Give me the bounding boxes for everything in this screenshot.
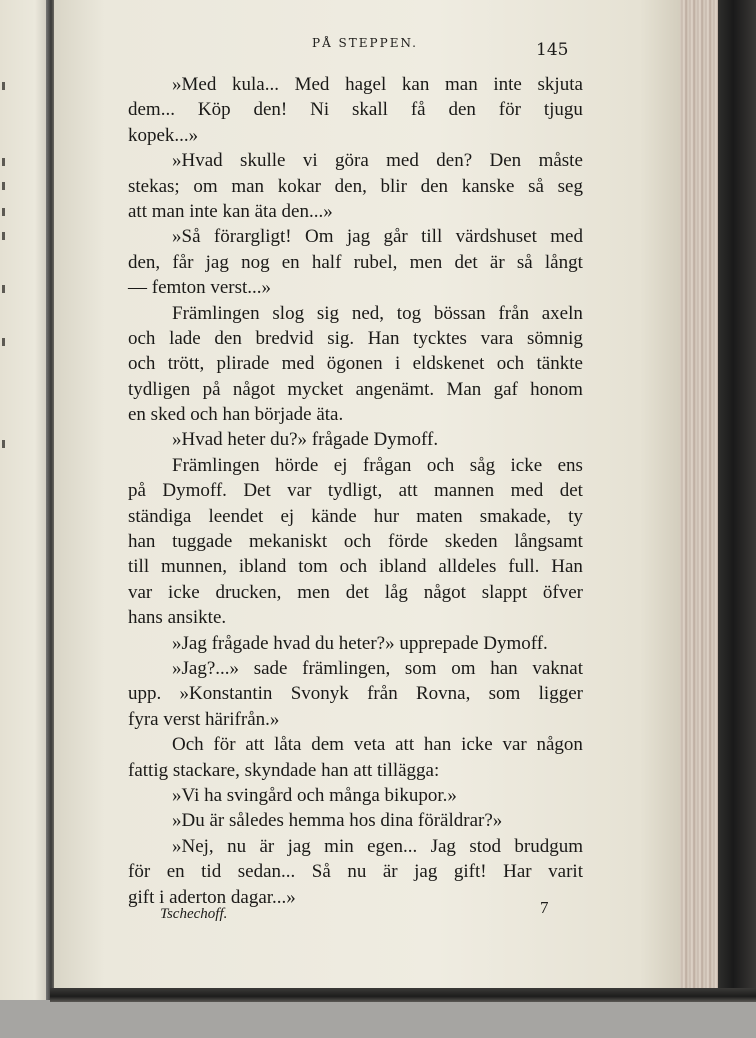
- text-line: »Nej, nu är jag min egen... Jag stod brudgum: [172, 835, 583, 857]
- author-signature: Tschechoff.: [160, 906, 228, 922]
- text-line: Främlingen hörde ej frågan och såg icke ens: [172, 454, 583, 476]
- paragraph: [128, 631, 583, 656]
- paragraph: [128, 783, 583, 808]
- text-line: hans ansikte.: [128, 607, 227, 629]
- paragraph: [128, 224, 583, 300]
- text-line: den, får jag nog en half rubel, men det är så långt: [128, 251, 583, 273]
- text-line: var icke drucken, men det låg något slappt öfver: [128, 581, 583, 603]
- text-line: en sked och han började äta.: [128, 404, 344, 426]
- body-text: [128, 72, 583, 910]
- paragraph: [128, 834, 583, 910]
- text-line: — femton verst...»: [128, 277, 272, 299]
- paragraph: [128, 427, 583, 452]
- paragraph: [128, 148, 583, 224]
- paragraph: [128, 732, 583, 783]
- text-line: dem... Köp den! Ni skall få den för tjugu: [128, 99, 583, 121]
- text-line: fyra verst härifrån.»: [128, 708, 280, 730]
- text-line: stekas; om man kokar den, blir den kanske så seg: [128, 175, 583, 197]
- paragraph: [128, 301, 583, 428]
- text-line: Främlingen slog sig ned, tog bössan från axeln: [172, 302, 583, 324]
- text-line: »Så förargligt! Om jag går till värdshuset med: [172, 226, 583, 248]
- text-line: tydligen på något mycket angenämt. Man gaf honom: [128, 378, 583, 400]
- text-line: på Dymoff. Det var tydligt, att mannen med det: [128, 480, 583, 502]
- text-line: och lade den bredvid sig. Han tycktes vara sömnig: [128, 327, 583, 349]
- text-line: Och för att låta dem veta att han icke var någon: [172, 734, 583, 756]
- text-line: »Hvad heter du?» frågade Dymoff.: [172, 429, 439, 451]
- text-line: ständiga leendet ej kände hur maten smakade, ty: [128, 505, 583, 527]
- facing-page-edge: [0, 0, 50, 1000]
- paragraph: [128, 72, 583, 148]
- text-line: för en tid sedan... Så nu är jag gift! Har varit: [128, 861, 583, 883]
- text-line: »Hvad skulle vi göra med den? Den måste: [172, 150, 583, 172]
- paragraph: [128, 453, 583, 631]
- paragraph: [128, 656, 583, 732]
- text-line: och trött, plirade med ögonen i eldskenet och tänkte: [128, 353, 583, 375]
- page-number: 145: [536, 40, 569, 60]
- running-title: PÅ STEPPEN.: [312, 36, 418, 50]
- text-line: »Du är således hemma hos dina föräldrar?»: [172, 810, 503, 832]
- book-bottom-edge: [50, 988, 756, 1002]
- facing-page-print-bleed: [2, 80, 14, 480]
- text-line: »Jag frågade hvad du heter?» upprepade Dymoff.: [172, 632, 548, 654]
- text-line: upp. »Konstantin Svonyk från Rovna, som ligger: [128, 683, 583, 705]
- text-line: fattig stackare, skyndade han att tillägga:: [128, 759, 440, 781]
- text-line: gift i aderton dagar...»: [128, 886, 296, 908]
- text-line: han tuggade mekaniskt och förde skeden långsamt: [128, 531, 583, 553]
- text-line: kopek...»: [128, 124, 199, 146]
- text-line: »Vi ha svingård och många bikupor.»: [172, 784, 457, 806]
- text-line: att man inte kan äta den...»: [128, 200, 333, 222]
- text-line: till munnen, ibland tom och ibland alldeles full. Han: [128, 556, 583, 578]
- book-cover-edge: [718, 0, 756, 1000]
- paragraph: [128, 808, 583, 833]
- text-line: »Med kula... Med hagel kan man inte skjuta: [172, 74, 583, 95]
- signature-mark: 7: [540, 898, 549, 917]
- text-line: »Jag?...» sade främlingen, som om han vaknat: [172, 657, 583, 679]
